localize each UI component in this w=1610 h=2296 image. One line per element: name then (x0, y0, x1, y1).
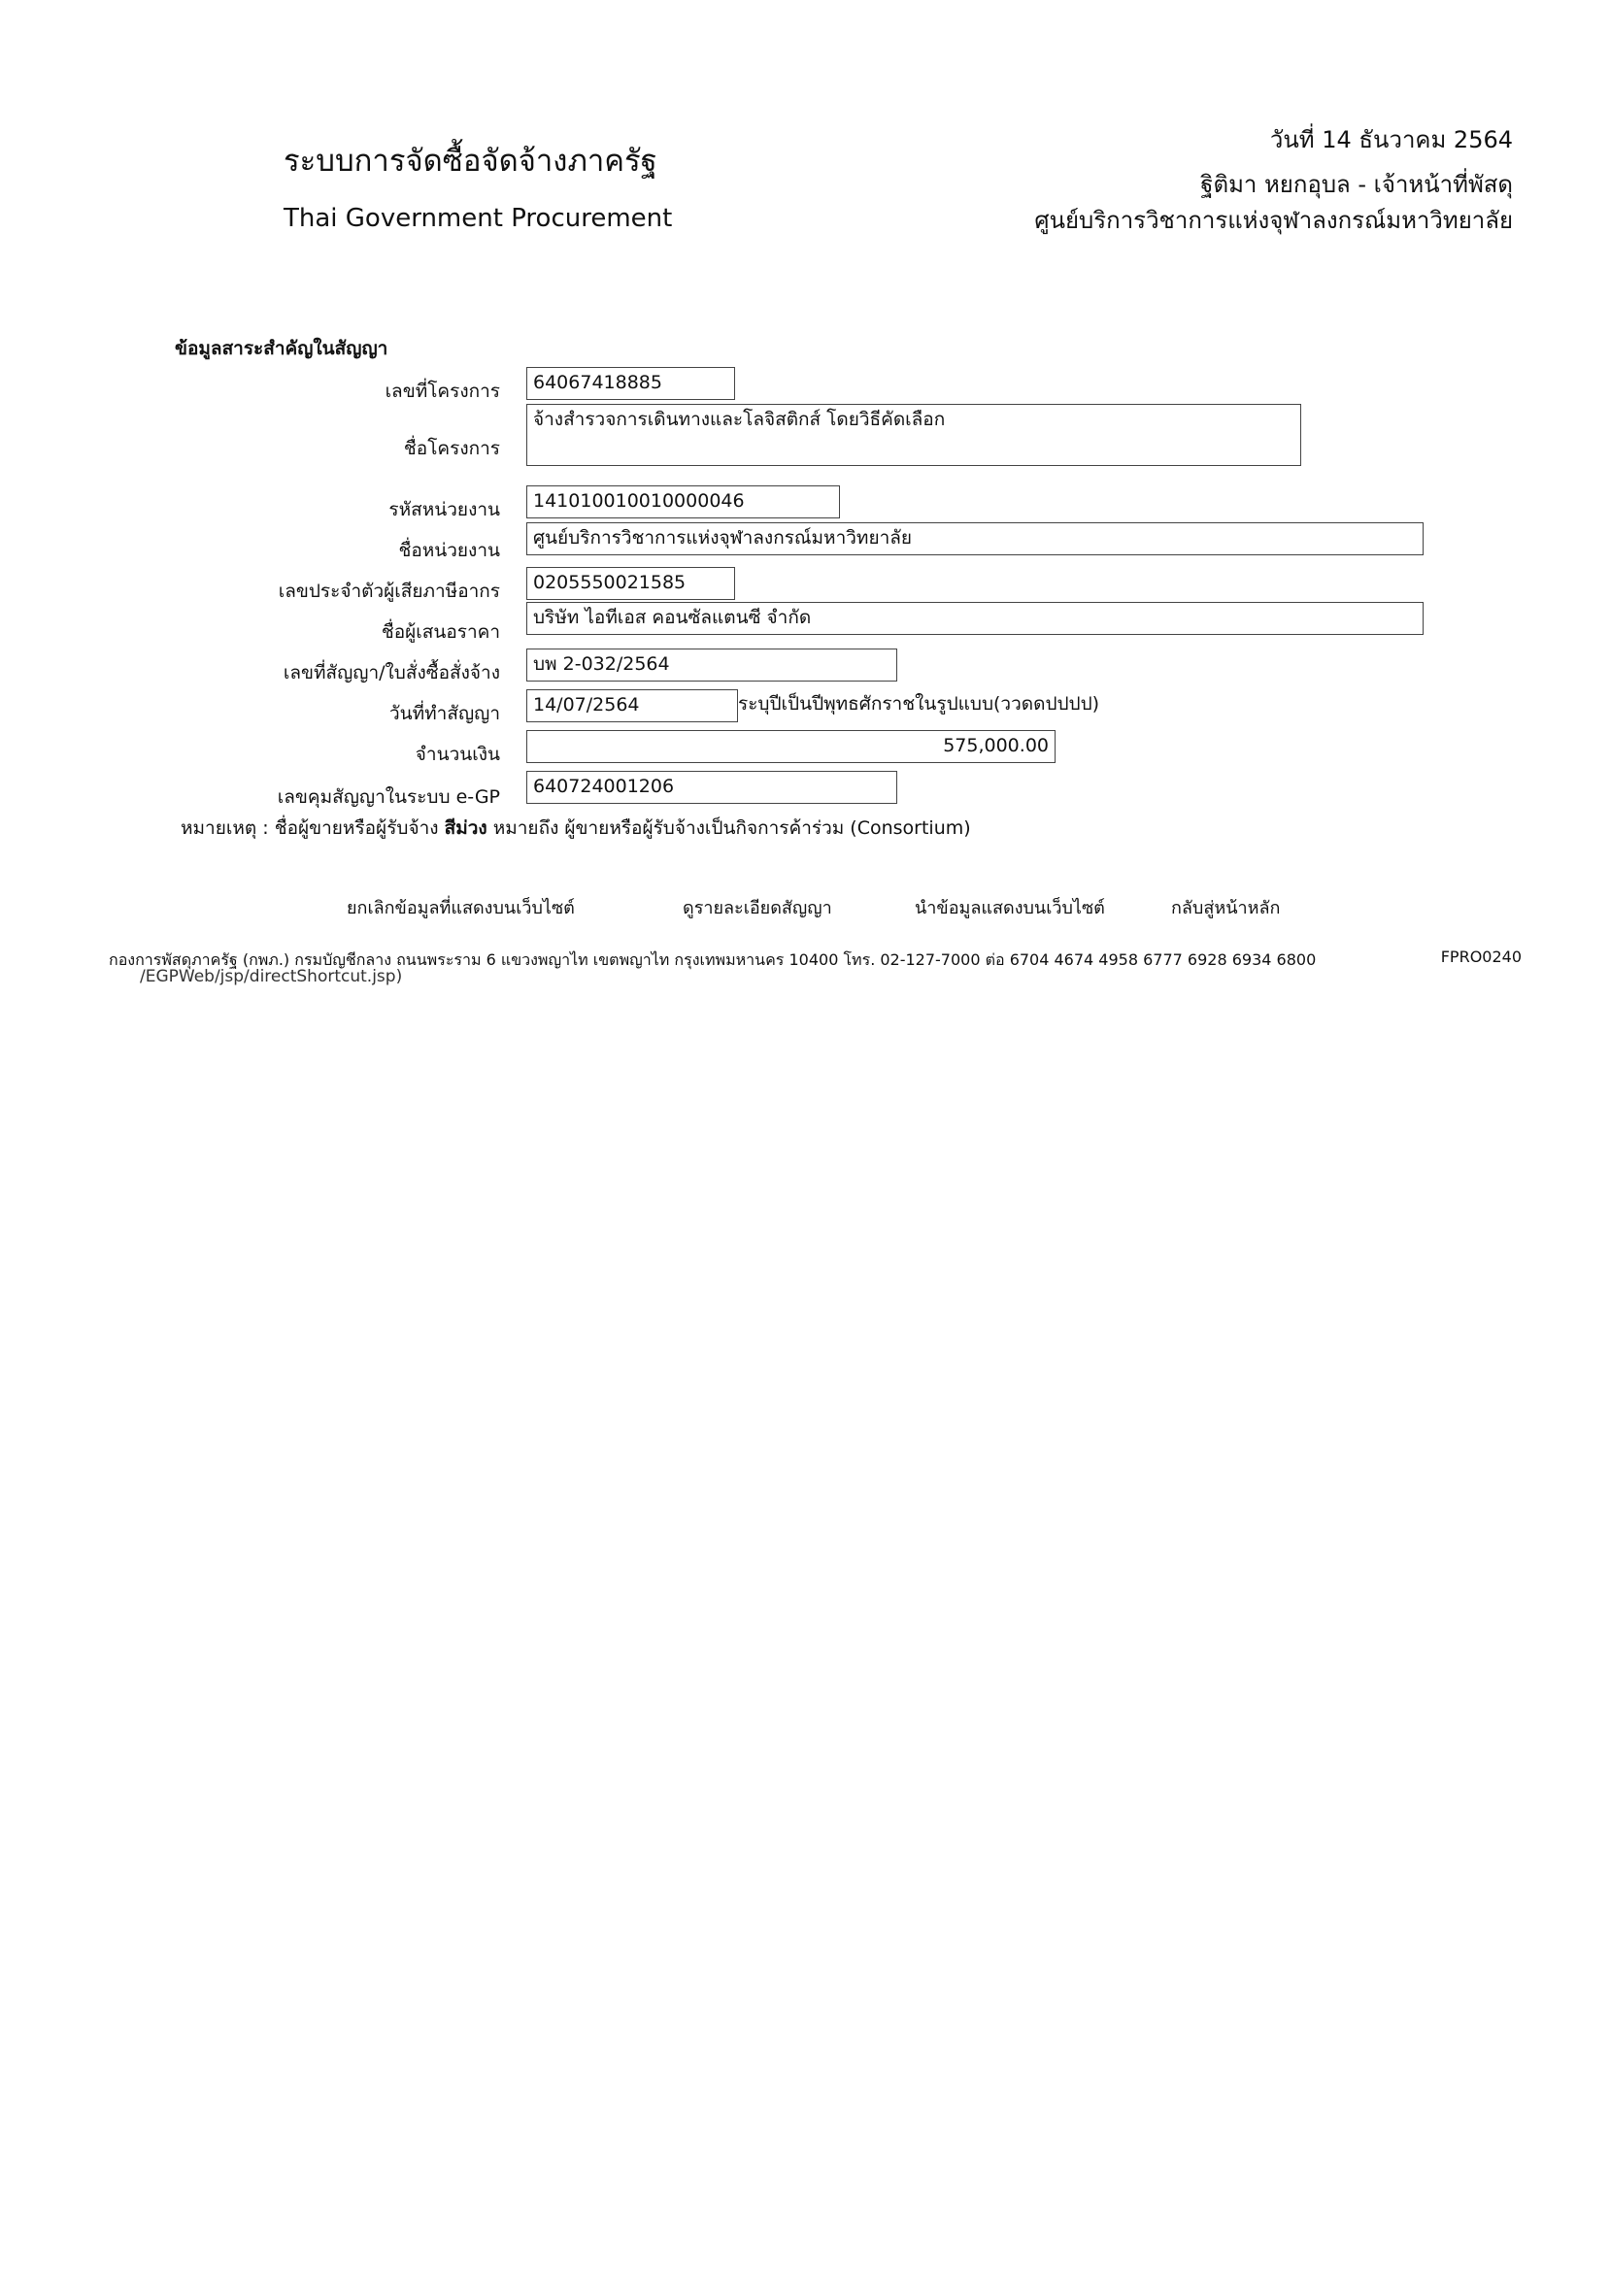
remark-prefix: หมายเหตุ : ชื่อผู้ขายหรือผู้รับจ้าง (181, 817, 439, 839)
bidder-name-field: บริษัท ไอทีเอส คอนซัลแตนซี จำกัด (526, 602, 1424, 635)
page-url: /EGPWeb/jsp/directShortcut.jsp) (140, 967, 403, 986)
contract-date-field: 14/07/2564 (526, 689, 738, 722)
amount-label: จำนวนเงิน (415, 744, 500, 765)
publish-display-link[interactable]: นำข้อมูลแสดงบนเว็บไซต์ (915, 898, 1105, 918)
project-name-field: จ้างสำรวจการเดินทางและโลจิสติกส์ โดยวิธีคัดเลือก (526, 404, 1301, 466)
amount-field: 575,000.00 (526, 730, 1056, 763)
agency-code-label: รหัสหน่วยงาน (388, 499, 500, 520)
footer-address: กองการพัสดุภาครัฐ (กพภ.) กรมบัญชีกลาง ถนนพระราม 6 แขวงพญาไท เขตพญาไท กรุงเทพมหานคร 10400 โทร. 02-127-7000 ต่อ 6704 4674 4958 6777 6928 6934 6800 (109, 950, 1317, 969)
project-no-field: 64067418885 (526, 367, 735, 400)
agency-code-field: 141010010010000046 (526, 485, 840, 518)
organization-name: ศูนย์บริการวิชาการแห่งจุฬาลงกรณ์มหาวิทยาลัย (1034, 207, 1513, 234)
project-no-label: เลขที่โครงการ (385, 381, 500, 402)
project-name-label: ชื่อโครงการ (403, 438, 500, 459)
remark-suffix: หมายถึง ผู้ขายหรือผู้รับจ้างเป็นกิจการค้าร่วม (Consortium) (492, 817, 971, 839)
contract-date-hint: ระบุปีเป็นปีพุทธศักราชในรูปแบบ(ววดดปปปป) (738, 693, 1100, 715)
bidder-name-label: ชื่อผู้เสนอราคา (381, 621, 500, 643)
section-title: ข้อมูลสาระสำคัญในสัญญา (175, 338, 388, 359)
contract-no-label: เลขที่สัญญา/ใบสั่งซื้อสั่งจ้าง (283, 662, 500, 683)
egp-control-no-label: เลขคุมสัญญาในระบบ e-GP (277, 786, 500, 808)
agency-name-field: ศูนย์บริการวิชาการแห่งจุฬาลงกรณ์มหาวิทยาลัย (526, 522, 1424, 555)
back-home-link[interactable]: กลับสู่หน้าหลัก (1171, 898, 1281, 918)
view-contract-details-link[interactable]: ดูรายละเอียดสัญญา (683, 898, 832, 918)
tax-id-label: เลขประจำตัวผู้เสียภาษีอากร (278, 581, 500, 602)
officer-name: ฐิติมา หยกอุบล - เจ้าหน้าที่พัสดุ (1200, 171, 1513, 198)
remark-emphasis: สีม่วง (444, 817, 487, 839)
remark-note (181, 814, 971, 843)
page-code: FPRO0240 (1440, 948, 1522, 966)
system-title-thai: ระบบการจัดซื้อจัดจ้างภาครัฐ (284, 144, 657, 179)
tax-id-field: 0205550021585 (526, 567, 735, 600)
contract-date-label: วันที่ทำสัญญา (388, 703, 500, 724)
print-date: วันที่ 14 ธันวาคม 2564 (1269, 126, 1513, 153)
cancel-display-link[interactable]: ยกเลิกข้อมูลที่แสดงบนเว็บไซต์ (347, 898, 575, 918)
egp-control-no-field: 640724001206 (526, 771, 897, 804)
agency-name-label: ชื่อหน่วยงาน (398, 540, 500, 561)
contract-no-field: บพ 2-032/2564 (526, 649, 897, 682)
system-title-english: Thai Government Procurement (284, 204, 673, 233)
